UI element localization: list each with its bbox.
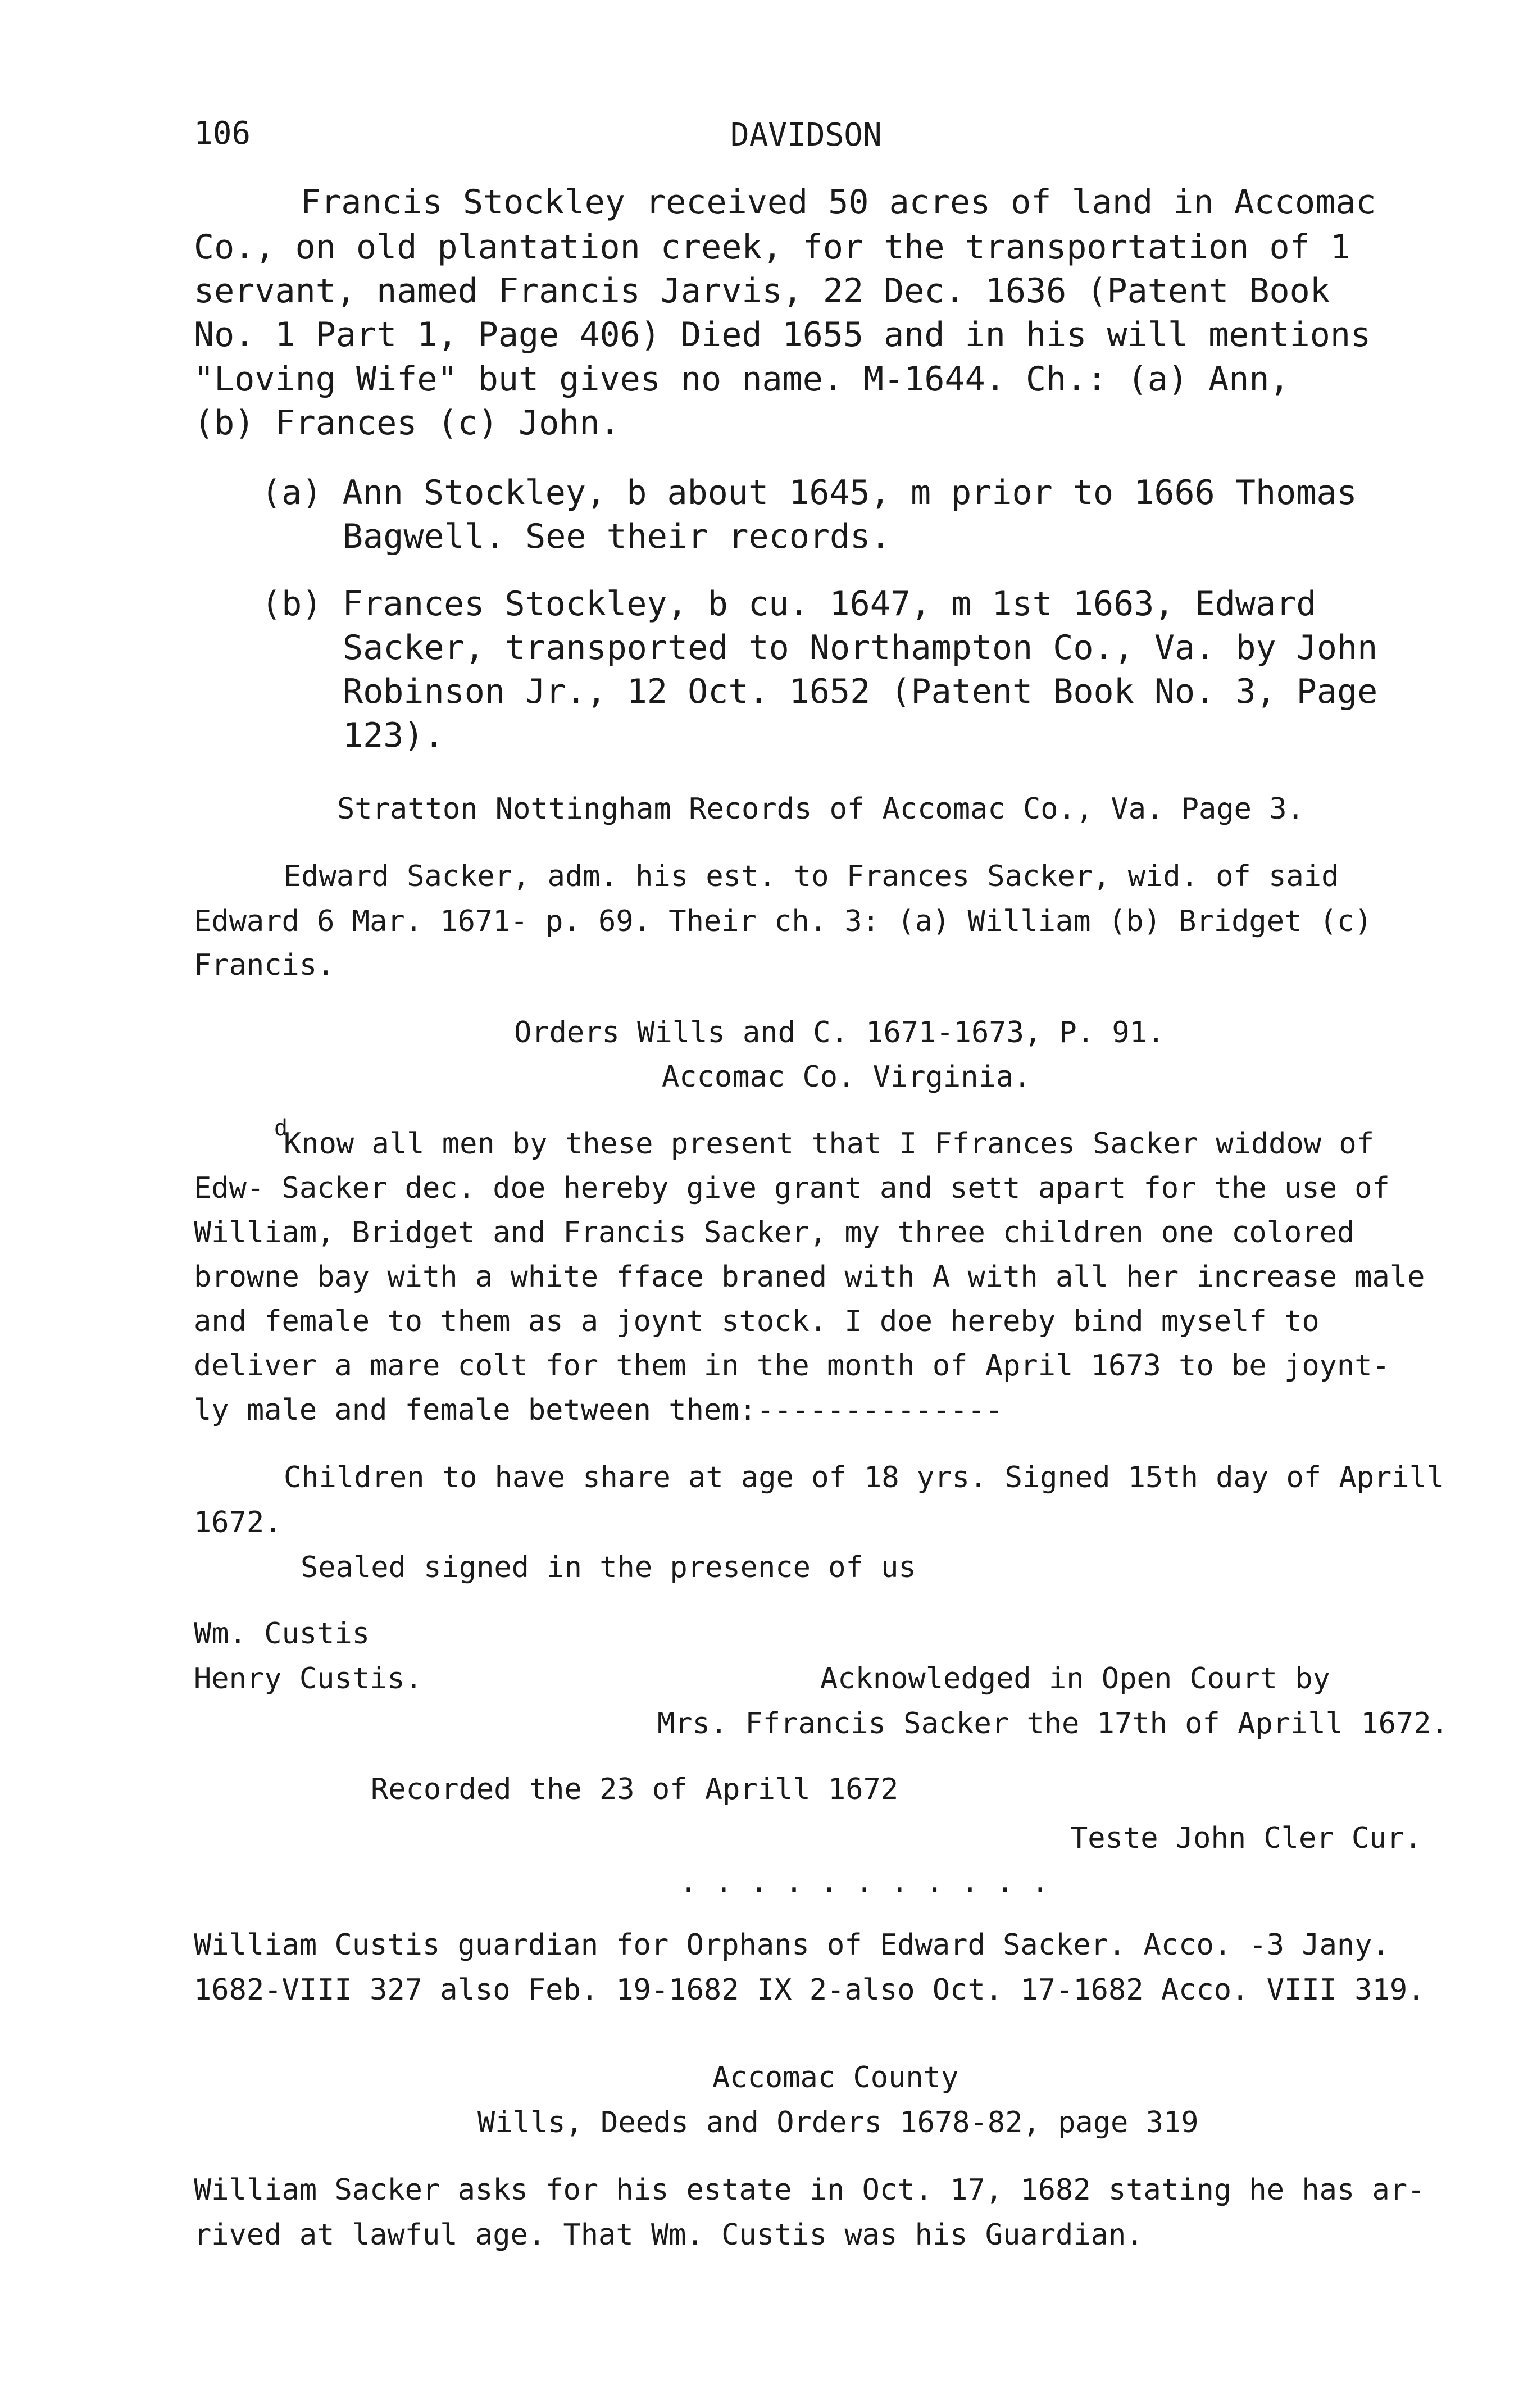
source-citation: Stratton Nottingham Records of Accomac Co., Va. Page 3. — [337, 792, 1304, 826]
text-line: browne bay with a white fface braned with A with all her increase male — [194, 1260, 1425, 1294]
text-line: 1682-VIII 327 also Feb. 19-1682 IX 2-also Oct. 17-1682 Acco. VIII 319. — [194, 1973, 1425, 2007]
acknowledged-line-1: Acknowledged in Open Court by — [820, 1662, 1330, 1696]
county-heading-line-1: Accomac County — [712, 2061, 959, 2094]
text-line: servant, named Francis Jarvis, 22 Dec. 1636 (Patent Book — [194, 271, 1330, 311]
text-line: rived at lawful age. That Wm. Custis was his Guardian. — [194, 2218, 1144, 2252]
text-line: Edw- Sacker dec. doe hereby give grant and sett apart for the use of — [194, 1171, 1390, 1205]
witness-name: Henry Custis. — [194, 1662, 422, 1696]
text-line: Edward Sacker, adm. his est. to Frances Sacker, wid. of said — [284, 860, 1339, 893]
text-line: (b) Frances (c) John. — [194, 403, 620, 443]
text-line: William Sacker asks for his estate in Oct. 17, 1682 stating he has ar- — [194, 2173, 1425, 2207]
text-line: ly male and female between them:-------------- — [194, 1393, 1003, 1427]
superscript-d: d — [274, 1115, 288, 1141]
text-line: Francis. — [194, 948, 335, 982]
recorded-line: Recorded the 23 of Aprill 1672 — [371, 1773, 899, 1806]
text-line: William Custis guardian for Orphans of Edward Sacker. Acco. -3 Jany. — [194, 1928, 1390, 1962]
witness-name: Wm. Custis — [194, 1617, 370, 1651]
acknowledged-line-2: Mrs. Ffrancis Sacker the 17th of Aprill 1672. — [657, 1707, 1449, 1741]
text-line: Edward 6 Mar. 1671- p. 69. Their ch. 3: (a) William (b) Bridget (c) — [194, 905, 1372, 938]
text-line: Bagwell. See their records. — [343, 517, 891, 556]
text-line: Co., on old plantation creek, for the transportation of 1 — [194, 228, 1351, 267]
text-line: "Loving Wife" but gives no name. M-1644. Ch.: (a) Ann, — [194, 360, 1290, 399]
text-line: Sacker, transported to Northampton Co., Va. by John — [343, 628, 1378, 667]
page-number: 106 — [194, 115, 251, 152]
county-heading-line-2: Wills, Deeds and Orders 1678-82, page 319 — [478, 2106, 1199, 2139]
text-line: Robinson Jr., 12 Oct. 1652 (Patent Book No. 3, Page — [343, 672, 1378, 711]
section-separator-dots: . . . . . . . . . . . — [680, 1865, 1049, 1899]
text-line: No. 1 Part 1, Page 406) Died 1655 and in his will mentions — [194, 315, 1371, 355]
text-line: Children to have share at age of 18 yrs. Signed 15th day of Aprill — [284, 1461, 1445, 1494]
text-line: William, Bridget and Francis Sacker, my three children one colored — [194, 1216, 1355, 1250]
text-line: 123). — [343, 716, 444, 755]
text-line: (b) Frances Stockley, b cu. 1647, m 1st 1663, Edward — [261, 584, 1317, 624]
text-line: 1672. — [194, 1506, 282, 1539]
text-line: and female to them as a joynt stock. I doe hereby bind myself to — [194, 1305, 1320, 1338]
sealed-statement: Sealed signed in the presence of us — [301, 1551, 916, 1584]
orders-heading-line-1: Orders Wills and C. 1671-1673, P. 91. — [514, 1016, 1165, 1049]
orders-heading-line-2: Accomac Co. Virginia. — [662, 1060, 1031, 1094]
text-line: deliver a mare colt for them in the month of April 1673 to be joynt- — [194, 1349, 1390, 1383]
teste-line: Teste John Cler Cur. — [1070, 1821, 1422, 1855]
text-line: Francis Stockley received 50 acres of land in Accomac — [301, 183, 1376, 222]
running-title: DAVIDSON — [730, 117, 882, 153]
text-line: Know all men by these present that I Ffrances Sacker widdow of — [284, 1127, 1375, 1161]
text-line: (a) Ann Stockley, b about 1645, m prior to 1666 Thomas — [261, 473, 1357, 512]
